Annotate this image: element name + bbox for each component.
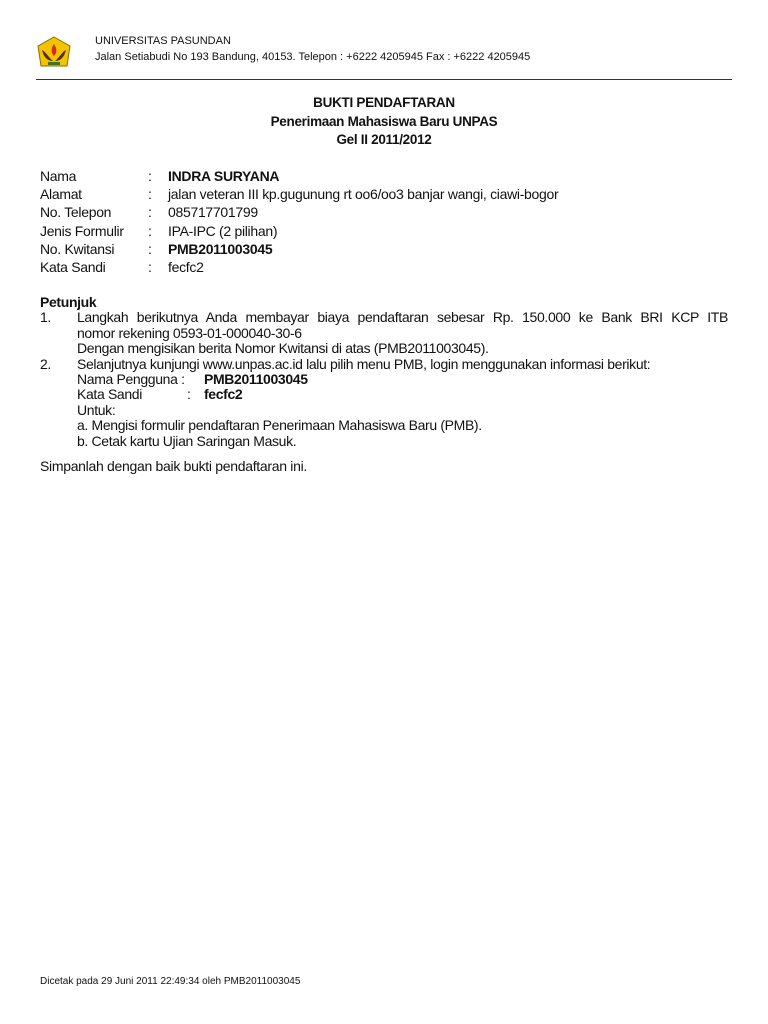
field-value: INDRA SURYANA [168, 168, 280, 184]
colon: : [148, 186, 152, 203]
step-1-text: Langkah berikutnya Anda membayar biaya pendaftaran sebesar Rp. 150.000 ke Bank BRI KCP ITB [77, 309, 728, 326]
field-row [40, 167, 558, 185]
purpose-a: a. Mengisi formulir pendaftaran Penerimaan Mahasiswa Baru (PMB). [77, 417, 482, 434]
colon: : [148, 204, 152, 221]
field-value: fecfc2 [168, 258, 204, 275]
instruction-step-1 [40, 310, 728, 356]
step-2-text: Selanjutnya kunjungi www.unpas.ac.id lalu pilih menu PMB, login menggunakan informasi berikut: [77, 355, 651, 372]
field-label: Alamat [40, 186, 82, 203]
doc-subtitle: Penerimaan Mahasiswa Baru UNPAS [270, 114, 498, 129]
step-number: 2. [40, 355, 51, 372]
university-logo-icon [36, 36, 72, 72]
field-label: No. Telepon [40, 204, 112, 221]
step-number: 1. [40, 309, 51, 326]
institution-address: Jalan Setiabudi No 193 Bandung, 40153. Telepon : +6222 4205945 Fax : +6222 4205945 [95, 51, 531, 63]
instruction-step-2 [40, 357, 728, 449]
field-row [40, 222, 558, 240]
field-label: Nama [40, 168, 77, 184]
colon: : [148, 168, 152, 184]
field-value: 085717701799 [168, 204, 258, 221]
purpose-label: Untuk: [77, 401, 116, 418]
instructions [40, 295, 728, 449]
institution-name: UNIVERSITAS PASUNDAN [95, 35, 231, 47]
purpose-b: b. Cetak kartu Ujian Saringan Masuk. [77, 432, 297, 449]
field-row [40, 185, 558, 203]
field-value: jalan veteran III kp.gugunung rt oo6/oo3 banjar wangi, ciawi-bogor [168, 186, 559, 203]
colon: : [148, 222, 152, 239]
field-row [40, 240, 558, 258]
closing-note: Simpanlah dengan baik bukti pendaftaran ini. [40, 458, 307, 474]
field-label: Kata Sandi [40, 258, 106, 275]
colon: : [148, 258, 152, 275]
field-row [40, 203, 558, 221]
doc-period: Gel II 2011/2012 [336, 132, 432, 147]
doc-title: BUKTI PENDAFTARAN [313, 95, 455, 110]
colon: : [187, 386, 191, 403]
field-label: Jenis Formulir [40, 222, 124, 239]
print-footer: Dicetak pada 29 Juni 2011 22:49:34 oleh PMB2011003045 [40, 976, 301, 987]
password-label: Kata Sandi [77, 386, 142, 403]
instructions-heading: Petunjuk [40, 294, 97, 310]
field-label: No. Kwitansi [40, 240, 115, 257]
username-label: Nama Pengguna : [77, 371, 185, 388]
registrant-fields [40, 167, 558, 276]
field-value: PMB2011003045 [168, 240, 273, 257]
field-row [40, 258, 558, 276]
header-divider [36, 79, 732, 80]
field-value: IPA-IPC (2 pilihan) [168, 222, 278, 239]
password-value: fecfc2 [204, 386, 243, 403]
account-number: nomor rekening 0593-01-000040-30-6 [77, 324, 302, 341]
step-1-note: Dengan mengisikan berita Nomor Kwitansi di atas (PMB2011003045). [77, 340, 489, 357]
username-value: PMB2011003045 [204, 371, 308, 388]
colon: : [148, 240, 152, 257]
